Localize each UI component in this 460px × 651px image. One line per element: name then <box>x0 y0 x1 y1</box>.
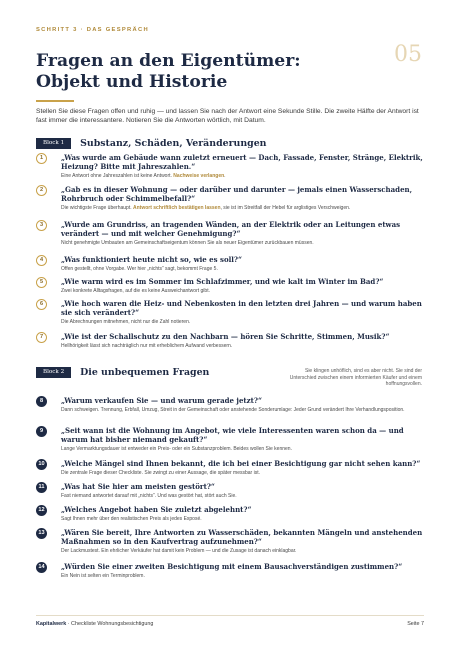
block-2-header <box>36 367 209 378</box>
question-note: Sagt Ihnen mehr über den realistischen Preis als jedes Exposé. <box>61 516 202 522</box>
question-note: Offen gestellt, ohne Vorgabe. Wer hier „nichts“ sagt, bekommt Frage 5. <box>61 266 218 272</box>
question-note: Ein Nein ist selten ein Terminproblem. <box>61 573 145 579</box>
question-number: 1 <box>36 153 47 164</box>
question-note: Hellhörigkeit lässt sich nachträglich nur mit erheblichem Aufwand verbessern. <box>61 343 233 349</box>
question-number: 3 <box>36 220 47 231</box>
highlight: Nachweise verlangen <box>173 173 225 179</box>
block-1-badge: Block 1 <box>36 138 71 149</box>
question-note: Dann schweigen. Trennung, Erbfall, Umzug, Streit in der Gemeinschaft oder anstehende Sonderumlage: Jeder Grund verändert Ihre Verhandlungsposition. <box>61 407 405 413</box>
question-13 <box>36 528 431 555</box>
question-text: „Wären Sie bereit, Ihre Antworten zu Wasserschäden, bekannten Mängeln und anstehenden Maßnahmen so in den Kaufvertrag aufzunehmen?“ <box>61 528 423 546</box>
question-text: „Was hat Sie hier am meisten gestört?“ <box>61 482 215 491</box>
question-number: 12 <box>36 505 47 516</box>
block-1-title: Substanz, Schäden, Veränderungen <box>80 138 267 149</box>
question-note: Lange Vermarktungsdauer ist entweder ein Preis- oder ein Substanzproblem. Beides wollen Sie kennen. <box>61 446 292 452</box>
question-number: 10 <box>36 459 47 470</box>
question-note: Eine Antwort ohne Jahreszahlen ist keine Antwort. Nachweise verlangen. <box>61 173 226 179</box>
question-number: 2 <box>36 185 47 196</box>
brand-name: Kapitalwerk <box>36 621 67 627</box>
question-number: 4 <box>36 255 47 266</box>
question-text: „Wurde am Grundriss, an tragenden Wänden, an der Elektrik oder an Leitungen etwas verändert — und mit welcher Genehmigung?“ <box>61 220 401 238</box>
question-text: „Seit wann ist die Wohnung im Angebot, wie viele Interessenten waren schon da — und warum hat bisher niemand gekauft?“ <box>61 426 404 444</box>
question-note: Die wichtigste Frage überhaupt. Antwort schriftlich bestätigen lassen, sie ist im Streitfall der Hebel für arglistiges Verschweigen. <box>61 205 351 211</box>
question-note: Nicht genehmigte Umbauten am Gemeinschaftseigentum können Sie als neuer Eigentümer zurückbauen müssen. <box>61 240 314 246</box>
question-3 <box>36 220 431 247</box>
question-text: „Wie ist der Schallschutz zu den Nachbarn — hören Sie Schritte, Stimmen, Musik?“ <box>61 332 390 341</box>
chapter-number: 05 <box>394 42 422 67</box>
footer-page-number: Seite 7 <box>407 621 424 627</box>
question-number: 14 <box>36 562 47 573</box>
question-7 <box>36 332 431 350</box>
question-number: 9 <box>36 426 47 437</box>
highlight: Antwort schriftlich bestätigen lassen <box>132 205 221 211</box>
question-note: Die Abrechnungen mitnehmen, nicht nur die Zahl notieren. <box>61 319 191 325</box>
question-number: 13 <box>36 528 47 539</box>
question-1 <box>36 153 431 180</box>
question-text: „Warum verkaufen Sie — und warum gerade jetzt?“ <box>61 396 262 405</box>
question-number: 11 <box>36 482 47 493</box>
question-number: 6 <box>36 299 47 310</box>
question-text: „Welches Angebot haben Sie zuletzt abgelehnt?“ <box>61 505 252 514</box>
block-1-header <box>36 138 267 149</box>
question-note: Zwei konkrete Alltagsfragen, auf die es keine Ausweichantwort gibt. <box>61 288 210 294</box>
page-title: Fragen an den Eigentümer: Objekt und Historie <box>36 51 301 92</box>
question-9 <box>36 426 431 453</box>
question-6 <box>36 299 431 326</box>
question-text: „Was wurde am Gebäude wann zuletzt erneuert — Dach, Fassade, Fenster, Stränge, Elektrik, Heizung? Bitte mit Jahreszahlen.“ <box>61 153 423 171</box>
question-text: „Würden Sie einer zweiten Besichtigung mit einem Bausachverständigen zustimmen?“ <box>61 562 403 571</box>
question-2 <box>36 185 431 212</box>
section-kicker: SCHRITT 3 · DAS GESPRÄCH <box>36 27 150 33</box>
question-note: Die zentrale Frage dieser Checkliste. Sie zwingt zu einer Aussage, die später messbar ist. <box>61 470 260 476</box>
question-12 <box>36 505 431 523</box>
footer-divider <box>36 615 424 616</box>
footer-brand <box>36 621 153 627</box>
question-14 <box>36 562 431 580</box>
question-8 <box>36 396 431 414</box>
block-2-badge: Block 2 <box>36 367 71 378</box>
question-text: „Wie hoch waren die Heiz- und Nebenkosten in den letzten drei Jahren — und warum haben sie sich verändert?“ <box>61 299 422 317</box>
question-11 <box>36 482 431 500</box>
block-2-title: Die unbequemen Fragen <box>80 367 210 378</box>
question-number: 5 <box>36 277 47 288</box>
title-underline <box>36 100 74 102</box>
question-note: Der Lackmustest. Ein ehrlicher Verkäufer hat damit kein Problem — und die Zusage ist danach einklagbar. <box>61 548 297 554</box>
document-title: · Checkliste Wohnungsbesichtigung <box>66 621 154 627</box>
question-note: Fast niemand antwortet darauf mit „nichts“. Und was gestört hat, stört auch Sie. <box>61 493 237 499</box>
question-text: „Wie warm wird es im Sommer im Schlafzimmer, und wie kalt im Winter im Bad?“ <box>61 277 384 286</box>
question-number: 7 <box>36 332 47 343</box>
question-number: 8 <box>36 396 47 407</box>
question-text: „Was funktioniert heute nicht so, wie es soll?“ <box>61 255 243 264</box>
block-2-side-note: Sie klingen unhöflich, sind es aber nicht. Sie sind der Unterschied zwischen einem informierten Käufer und einem hoffnungsvollen. <box>289 368 422 388</box>
question-10 <box>36 459 431 477</box>
question-text: „Gab es in dieser Wohnung — oder darüber und darunter — jemals einen Wasserschaden, Rohrbruch oder Schimmelbefall?“ <box>61 185 413 203</box>
question-text: „Welche Mängel sind Ihnen bekannt, die ich bei einer Besichtigung gar nicht sehen kann?“ <box>61 459 421 468</box>
question-4 <box>36 255 431 273</box>
intro-paragraph: Stellen Sie diese Fragen offen und ruhig — und lassen Sie nach der Antwort eine Sekunde Stille. Die zweite Hälfte der Antwort ist fast immer die interessantere. Notieren Sie die Antworten wörtlich, mit Datum. <box>36 108 419 125</box>
question-5 <box>36 277 431 295</box>
